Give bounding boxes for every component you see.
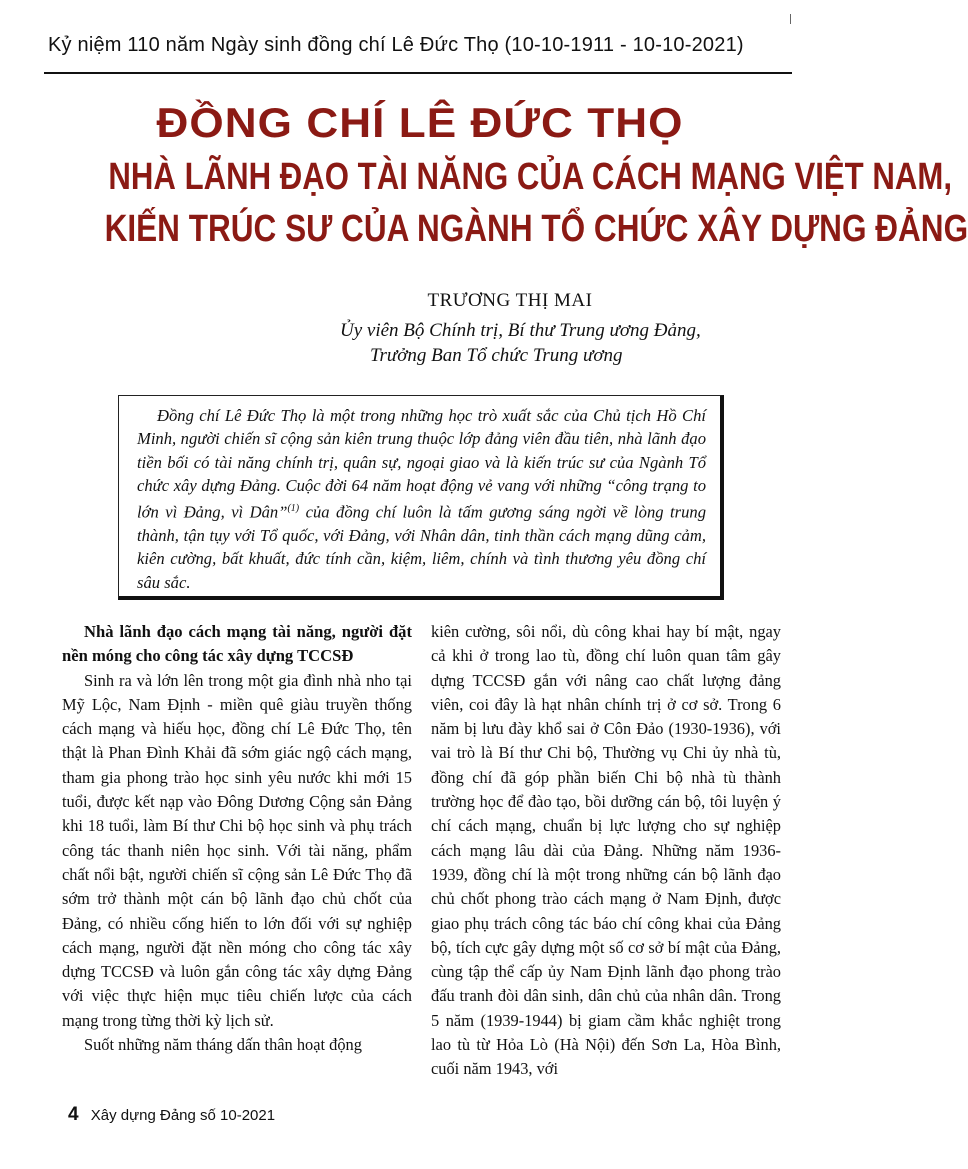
title-line-3: KIẾN TRÚC SƯ CỦA NGÀNH TỔ CHỨC XÂY DỰNG ĐẢNG: [104, 208, 968, 250]
left-column: [62, 620, 412, 1057]
page-footer: [68, 1104, 275, 1126]
body-paragraph-1: Sinh ra và lớn lên trong một gia đình nhà nho tại Mỹ Lộc, Nam Định - miền quê giàu truyền thống cách mạng và hiếu học, đồng chí Lê Đức Thọ, tên thật là Phan Đình Khải đã sớm giác ngộ cách mạng, tham gia phong trào học sinh yêu nước khi mới 15 tuổi, được kết nạp vào Đông Dương Cộng sản Đảng khi 18 tuổi, làm Bí thư Chi bộ học sinh và phụ trách công tác thanh niên học sinh. Với tài năng, phẩm chất nổi bật, người chiến sĩ cộng sản Lê Đức Thọ đã sớm trở thành một cán bộ lãnh đạo chủ chốt của Đảng, có nhiều cống hiến to lớn đối với sự nghiệp cách mạng, người đặt nền móng cho công tác xây dựng TCCSĐ và luôn gắn công tác xây dựng Đảng với việc thực hiện mục tiêu chiến lược của cách mạng trong từng thời kỳ lịch sử.: [62, 670, 412, 1030]
publication-name: Xây dựng Đảng số 10-2021: [90, 1107, 276, 1124]
author-position-2: Trưởng Ban Tổ chức Trung ương: [370, 345, 623, 366]
title-line-1: ĐỒNG CHÍ LÊ ĐỨC THỌ: [156, 99, 684, 146]
author-name: TRƯƠNG THỊ MAI: [427, 290, 593, 311]
article-title: [40, 95, 968, 255]
abstract-text: [137, 404, 706, 594]
abstract-box: [118, 395, 724, 600]
abstract-text-after: của đồng chí luôn là tấm gương sáng ngời về lòng trung thành, tận tụy với Tổ quốc, với Đảng, với Nhân dân, tinh thần cách mạng dũng cảm, kiên cường, bất khuất, đức tính cần, kiệm, liêm, chính và tình thương yêu đồng chí sâu sắc.: [137, 502, 706, 592]
right-column: [431, 620, 781, 1082]
corner-mark: [790, 14, 792, 24]
page-number: 4: [68, 1104, 79, 1125]
header-rule: [44, 72, 792, 74]
abstract-text-before: Đồng chí Lê Đức Thọ là một trong những học trò xuất sắc của Chủ tịch Hồ Chí Minh, người chiến sĩ cộng sản kiên trung thuộc lớp đảng viên đầu tiên, nhà lãnh đạo tiền bối có tài năng chính trị, quân sự, ngoại giao và là kiến trúc sư của Ngành Tổ chức xây dựng Đảng. Cuộc đời 64 năm hoạt động vẻ vang với những “công trạng to lớn vì Đảng, vì Dân”: [137, 406, 706, 522]
author-position-1: Ủy viên Bộ Chính trị, Bí thư Trung ương Đảng,: [340, 320, 701, 341]
section-heading: Nhà lãnh đạo cách mạng tài năng, người đặt nền móng cho công tác xây dựng TCCSĐ: [62, 622, 412, 666]
body-paragraph-2-continued: kiên cường, sôi nổi, dù công khai hay bí mật, ngay cả khi ở trong lao tù, đồng chí luôn quan tâm gây dựng TCCSĐ gắn với nâng cao chất lượng đảng viên, coi đây là hạt nhân chính trị ở cơ sở. Trong 6 năm bị lưu đày khổ sai ở Côn Đảo (1930-1936), với vai trò là Bí thư Chi bộ, Thường vụ Chi ủy nhà tù, đồng chí đã góp phần biến Chi bộ nhà tù thành trường học để đào tạo, bồi dưỡng cán bộ, tôi luyện ý chí cách mạng, chuẩn bị lực lượng cho sự nghiệp cách mạng lâu dài của Đảng. Những năm 1936-1939, đồng chí là một trong những cán bộ lãnh đạo chủ chốt phong trào cách mạng ở Nam Định, được giao phụ trách công tác báo chí công khai của Đảng bộ, tích cực gây dựng một số cơ sở bí mật của Đảng, cùng tập thể cấp ủy Nam Định lãnh đạo phong trào đấu tranh đòi dân sinh, dân chủ của nhân dân. Trong 5 năm (1939-1944) bị giam cầm khắc nghiệt trong lao tù từ Hỏa Lò (Hà Nội) đến Sơn La, Hòa Bình, cuối năm 1943, với: [431, 622, 781, 1079]
running-header: Kỷ niệm 110 năm Ngày sinh đồng chí Lê Đức Thọ (10-10-1911 - 10-10-2021): [48, 34, 744, 56]
body-paragraph-2-start: Suốt những năm tháng dấn thân hoạt động: [84, 1035, 362, 1055]
footnote-ref: (1): [287, 503, 300, 515]
title-line-2: NHÀ LÃNH ĐẠO TÀI NĂNG CỦA CÁCH MẠNG VIỆT NAM,: [108, 156, 952, 198]
